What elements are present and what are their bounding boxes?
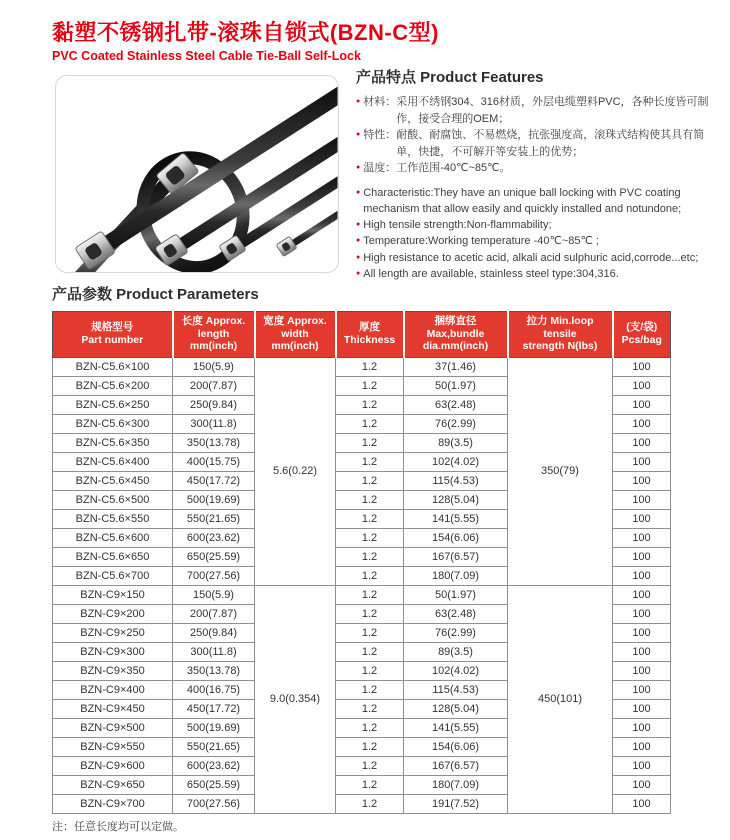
feature-label: 温度：	[363, 162, 397, 174]
length-cell: 450(17.72)	[173, 699, 255, 718]
length-cell: 550(21.65)	[173, 737, 255, 756]
length-cell: 700(27.56)	[173, 794, 255, 813]
bundle-dia-cell: 50(1.97)	[404, 376, 508, 395]
thickness-cell: 1.2	[336, 794, 404, 813]
part-number-cell: BZN-C9×300	[53, 642, 173, 661]
bundle-dia-cell: 180(7.09)	[404, 566, 508, 585]
bundle-dia-cell: 128(5.04)	[404, 699, 508, 718]
thickness-cell: 1.2	[336, 452, 404, 471]
thickness-cell: 1.2	[336, 756, 404, 775]
bullet-icon: ●	[356, 188, 361, 196]
pcs-per-bag-cell: 100	[613, 528, 671, 547]
part-number-cell: BZN-C5.6×100	[53, 357, 173, 376]
length-cell: 400(15.75)	[173, 452, 255, 471]
length-cell: 450(17.72)	[173, 471, 255, 490]
pcs-per-bag-cell: 100	[613, 737, 671, 756]
bundle-dia-cell: 89(3.5)	[404, 642, 508, 661]
part-number-cell: BZN-C5.6×250	[53, 395, 173, 414]
table-row	[53, 585, 671, 604]
pcs-per-bag-cell: 100	[613, 490, 671, 509]
thickness-cell: 1.2	[336, 376, 404, 395]
thickness-cell: 1.2	[336, 775, 404, 794]
feature-item-en-1	[356, 217, 718, 233]
length-cell: 500(19.69)	[173, 718, 255, 737]
pcs-per-bag-cell: 100	[613, 585, 671, 604]
part-number-cell: BZN-C9×450	[53, 699, 173, 718]
bundle-dia-cell: 154(6.06)	[404, 528, 508, 547]
pcs-per-bag-cell: 100	[613, 699, 671, 718]
length-cell: 700(27.56)	[173, 566, 255, 585]
pcs-per-bag-cell: 100	[613, 547, 671, 566]
pcs-per-bag-cell: 100	[613, 414, 671, 433]
pcs-per-bag-cell: 100	[613, 433, 671, 452]
pcs-per-bag-cell: 100	[613, 775, 671, 794]
column-header-0: 规格型号 Part number	[53, 312, 173, 358]
feature-item-cn-1	[356, 127, 718, 160]
thickness-cell: 1.2	[336, 528, 404, 547]
parameters-heading: 产品参数 Product Parameters	[52, 286, 259, 303]
thickness-cell: 1.2	[336, 471, 404, 490]
bundle-dia-cell: 167(6.57)	[404, 756, 508, 775]
bullet-icon: ●	[356, 164, 361, 171]
bundle-dia-cell: 167(6.57)	[404, 547, 508, 566]
part-number-cell: BZN-C5.6×550	[53, 509, 173, 528]
bundle-dia-cell: 128(5.04)	[404, 490, 508, 509]
features-list-cn	[356, 94, 718, 177]
feature-text: Characteristic:They have an unique ball locking with PVC coating mechanism that allow easily and quickly installed and notundone;	[363, 186, 682, 215]
thickness-cell: 1.2	[336, 357, 404, 376]
part-number-cell: BZN-C9×650	[53, 775, 173, 794]
length-cell: 400(16.75)	[173, 680, 255, 699]
part-number-cell: BZN-C9×550	[53, 737, 173, 756]
column-header-5: 拉力 Min.loop tensile strength N(lbs)	[508, 312, 613, 358]
feature-label: 材料：	[363, 96, 397, 108]
table-header	[53, 312, 671, 358]
product-photo	[55, 75, 339, 273]
pcs-per-bag-cell: 100	[613, 357, 671, 376]
thickness-cell: 1.2	[336, 699, 404, 718]
bullet-icon: ●	[356, 98, 361, 105]
feature-label: 特性：	[363, 129, 397, 141]
length-cell: 250(9.84)	[173, 623, 255, 642]
cable-ties-illustration	[56, 76, 338, 272]
bundle-dia-cell: 63(2.48)	[404, 395, 508, 414]
pcs-per-bag-cell: 100	[613, 680, 671, 699]
part-number-cell: BZN-C9×350	[53, 661, 173, 680]
column-header-2: 宽度 Approx. width mm(inch)	[255, 312, 336, 358]
table-body	[53, 357, 671, 813]
bundle-dia-cell: 37(1.46)	[404, 357, 508, 376]
pcs-per-bag-cell: 100	[613, 642, 671, 661]
merged-width-cell: 5.6(0.22)	[255, 357, 336, 585]
page-header	[52, 16, 439, 63]
bullet-icon: ●	[356, 237, 361, 245]
product-features-section	[356, 66, 718, 282]
features-list-en	[356, 185, 718, 283]
pcs-per-bag-cell: 100	[613, 623, 671, 642]
bundle-dia-cell: 102(4.02)	[404, 661, 508, 680]
bullet-icon: ●	[356, 131, 361, 138]
length-cell: 300(11.8)	[173, 642, 255, 661]
length-cell: 350(13.78)	[173, 433, 255, 452]
thickness-cell: 1.2	[336, 433, 404, 452]
length-cell: 500(19.69)	[173, 490, 255, 509]
features-heading: 产品特点 Product Features	[356, 69, 544, 86]
thickness-cell: 1.2	[336, 585, 404, 604]
bundle-dia-cell: 115(4.53)	[404, 471, 508, 490]
part-number-cell: BZN-C5.6×400	[53, 452, 173, 471]
length-cell: 600(23.62)	[173, 756, 255, 775]
pcs-per-bag-cell: 100	[613, 452, 671, 471]
bullet-icon: ●	[356, 269, 361, 277]
column-header-4: 捆绑直径 Max,bundle dia.mm(inch)	[404, 312, 508, 358]
feature-text: High tensile strength:Non-flammability;	[363, 219, 552, 232]
pcs-per-bag-cell: 100	[613, 471, 671, 490]
thickness-cell: 1.2	[336, 623, 404, 642]
bundle-dia-cell: 180(7.09)	[404, 775, 508, 794]
feature-item-cn-0	[356, 94, 718, 127]
feature-item-cn-2	[356, 160, 718, 177]
part-number-cell: BZN-C9×150	[53, 585, 173, 604]
thickness-cell: 1.2	[336, 661, 404, 680]
merged-tensile-cell: 450(101)	[508, 585, 613, 813]
pcs-per-bag-cell: 100	[613, 756, 671, 775]
feature-text: 耐酸、耐腐蚀、不易燃烧，抗张强度高，滚珠式结构使其具有简单，快捷，不可解开等安装上的优势；	[396, 129, 705, 158]
feature-text: 工作范围-40℃~85℃。	[396, 162, 511, 174]
thickness-cell: 1.2	[336, 547, 404, 566]
part-number-cell: BZN-C5.6×450	[53, 471, 173, 490]
thickness-cell: 1.2	[336, 395, 404, 414]
feature-item-en-2	[356, 233, 718, 249]
feature-item-en-4	[356, 266, 718, 282]
page-subtitle: PVC Coated Stainless Steel Cable Tie-Ball Self-Lock	[52, 49, 361, 63]
pcs-per-bag-cell: 100	[613, 566, 671, 585]
length-cell: 200(7.87)	[173, 376, 255, 395]
thickness-cell: 1.2	[336, 414, 404, 433]
part-number-cell: BZN-C5.6×200	[53, 376, 173, 395]
part-number-cell: BZN-C9×600	[53, 756, 173, 775]
bundle-dia-cell: 141(5.55)	[404, 509, 508, 528]
length-cell: 600(23.62)	[173, 528, 255, 547]
thickness-cell: 1.2	[336, 680, 404, 699]
pcs-per-bag-cell: 100	[613, 661, 671, 680]
pcs-per-bag-cell: 100	[613, 509, 671, 528]
feature-text: All length are available, stainless steel type:304,316.	[363, 267, 619, 280]
table-row	[53, 357, 671, 376]
part-number-cell: BZN-C5.6×500	[53, 490, 173, 509]
merged-width-cell: 9.0(0.354)	[255, 585, 336, 813]
part-number-cell: BZN-C9×250	[53, 623, 173, 642]
merged-tensile-cell: 350(79)	[508, 357, 613, 585]
part-number-cell: BZN-C5.6×650	[53, 547, 173, 566]
part-number-cell: BZN-C5.6×600	[53, 528, 173, 547]
bundle-dia-cell: 102(4.02)	[404, 452, 508, 471]
feature-item-en-3	[356, 250, 718, 266]
part-number-cell: BZN-C5.6×300	[53, 414, 173, 433]
thickness-cell: 1.2	[336, 604, 404, 623]
thickness-cell: 1.2	[336, 490, 404, 509]
thickness-cell: 1.2	[336, 642, 404, 661]
column-header-1: 长度 Approx. length mm(inch)	[173, 312, 255, 358]
feature-text: High resistance to acetic acid, alkali acid sulphuric acid,corrode...etc;	[363, 251, 699, 264]
length-cell: 150(5.9)	[173, 357, 255, 376]
part-number-cell: BZN-C9×500	[53, 718, 173, 737]
thickness-cell: 1.2	[336, 509, 404, 528]
page-title: 黏塑不锈钢扎带-滚珠自锁式(BZN-C型)	[52, 20, 439, 45]
length-cell: 250(9.84)	[173, 395, 255, 414]
pcs-per-bag-cell: 100	[613, 395, 671, 414]
bundle-dia-cell: 76(2.99)	[404, 623, 508, 642]
bundle-dia-cell: 63(2.48)	[404, 604, 508, 623]
footnote: 注：任意长度均可以定做。	[52, 821, 184, 833]
feature-text: 采用不绣钢304、316材质，外层电缆塑料PVC，各种长度皆可制作，接受合理的OEM；	[396, 96, 709, 125]
thickness-cell: 1.2	[336, 718, 404, 737]
length-cell: 150(5.9)	[173, 585, 255, 604]
feature-item-en-0	[356, 185, 718, 218]
thickness-cell: 1.2	[336, 566, 404, 585]
feature-text: Temperature:Working temperature -40℃~85℃ ;	[363, 235, 599, 248]
pcs-per-bag-cell: 100	[613, 718, 671, 737]
bundle-dia-cell: 115(4.53)	[404, 680, 508, 699]
bundle-dia-cell: 50(1.97)	[404, 585, 508, 604]
bundle-dia-cell: 89(3.5)	[404, 433, 508, 452]
thickness-cell: 1.2	[336, 737, 404, 756]
part-number-cell: BZN-C5.6×700	[53, 566, 173, 585]
column-header-3: 厚度 Thickness	[336, 312, 404, 358]
pcs-per-bag-cell: 100	[613, 376, 671, 395]
bundle-dia-cell: 191(7.52)	[404, 794, 508, 813]
part-number-cell: BZN-C9×700	[53, 794, 173, 813]
length-cell: 650(25.59)	[173, 547, 255, 566]
bundle-dia-cell: 141(5.55)	[404, 718, 508, 737]
pcs-per-bag-cell: 100	[613, 604, 671, 623]
bullet-icon: ●	[356, 221, 361, 229]
length-cell: 650(25.59)	[173, 775, 255, 794]
length-cell: 300(11.8)	[173, 414, 255, 433]
length-cell: 350(13.78)	[173, 661, 255, 680]
length-cell: 550(21.65)	[173, 509, 255, 528]
bundle-dia-cell: 76(2.99)	[404, 414, 508, 433]
length-cell: 200(7.87)	[173, 604, 255, 623]
bullet-icon: ●	[356, 253, 361, 261]
column-header-6: (支/袋) Pcs/bag	[613, 312, 671, 358]
pcs-per-bag-cell: 100	[613, 794, 671, 813]
part-number-cell: BZN-C9×200	[53, 604, 173, 623]
parameters-table	[52, 311, 671, 814]
bundle-dia-cell: 154(6.06)	[404, 737, 508, 756]
part-number-cell: BZN-C5.6×350	[53, 433, 173, 452]
part-number-cell: BZN-C9×400	[53, 680, 173, 699]
